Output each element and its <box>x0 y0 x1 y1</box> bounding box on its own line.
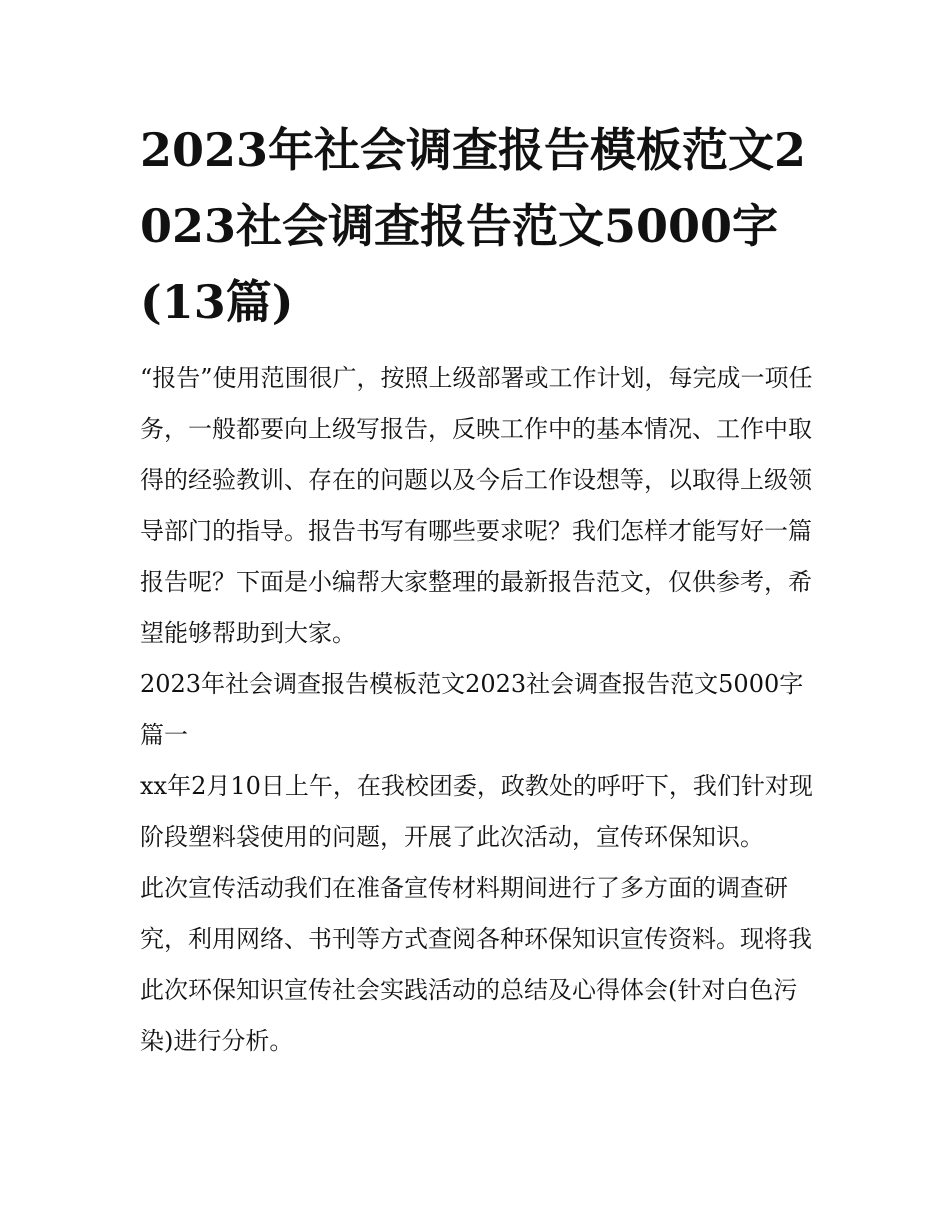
intro-paragraph: “报告”使用范围很广，按照上级部署或工作计划，每完成一项任务，一般都要向上级写报告，反映工作中的基本情况、工作中取得的经验教训、存在的问题以及今后工作设想等，以取得上级领导部门的指导。报告书写有哪些要求呢？我们怎样才能写好一篇报告呢？下面是小编帮大家整理的最新报告范文，仅供参考，希望能够帮助到大家。 <box>140 364 813 647</box>
section-heading-paragraph: 2023年社会调查报告模板范文2023社会调查报告范文5000字篇一 <box>140 670 804 749</box>
event-paragraph: xx年2月10日上午，在我校团委，政教处的呼吁下，我们针对现阶段塑料袋使用的问题，开展了此次活动，宣传环保知识。 <box>140 772 813 851</box>
document-body <box>140 353 820 1067</box>
document-title: 2023年社会调查报告模板范文2023社会调查报告范文5000字(13篇) <box>140 123 807 329</box>
analysis-paragraph: 此次宣传活动我们在准备宣传材料期间进行了多方面的调查研究，利用网络、书刊等方式查阅各种环保知识宣传资料。现将我此次环保知识宣传社会实践活动的总结及心得体会(针对白色污染)进行分析。 <box>140 874 812 1055</box>
